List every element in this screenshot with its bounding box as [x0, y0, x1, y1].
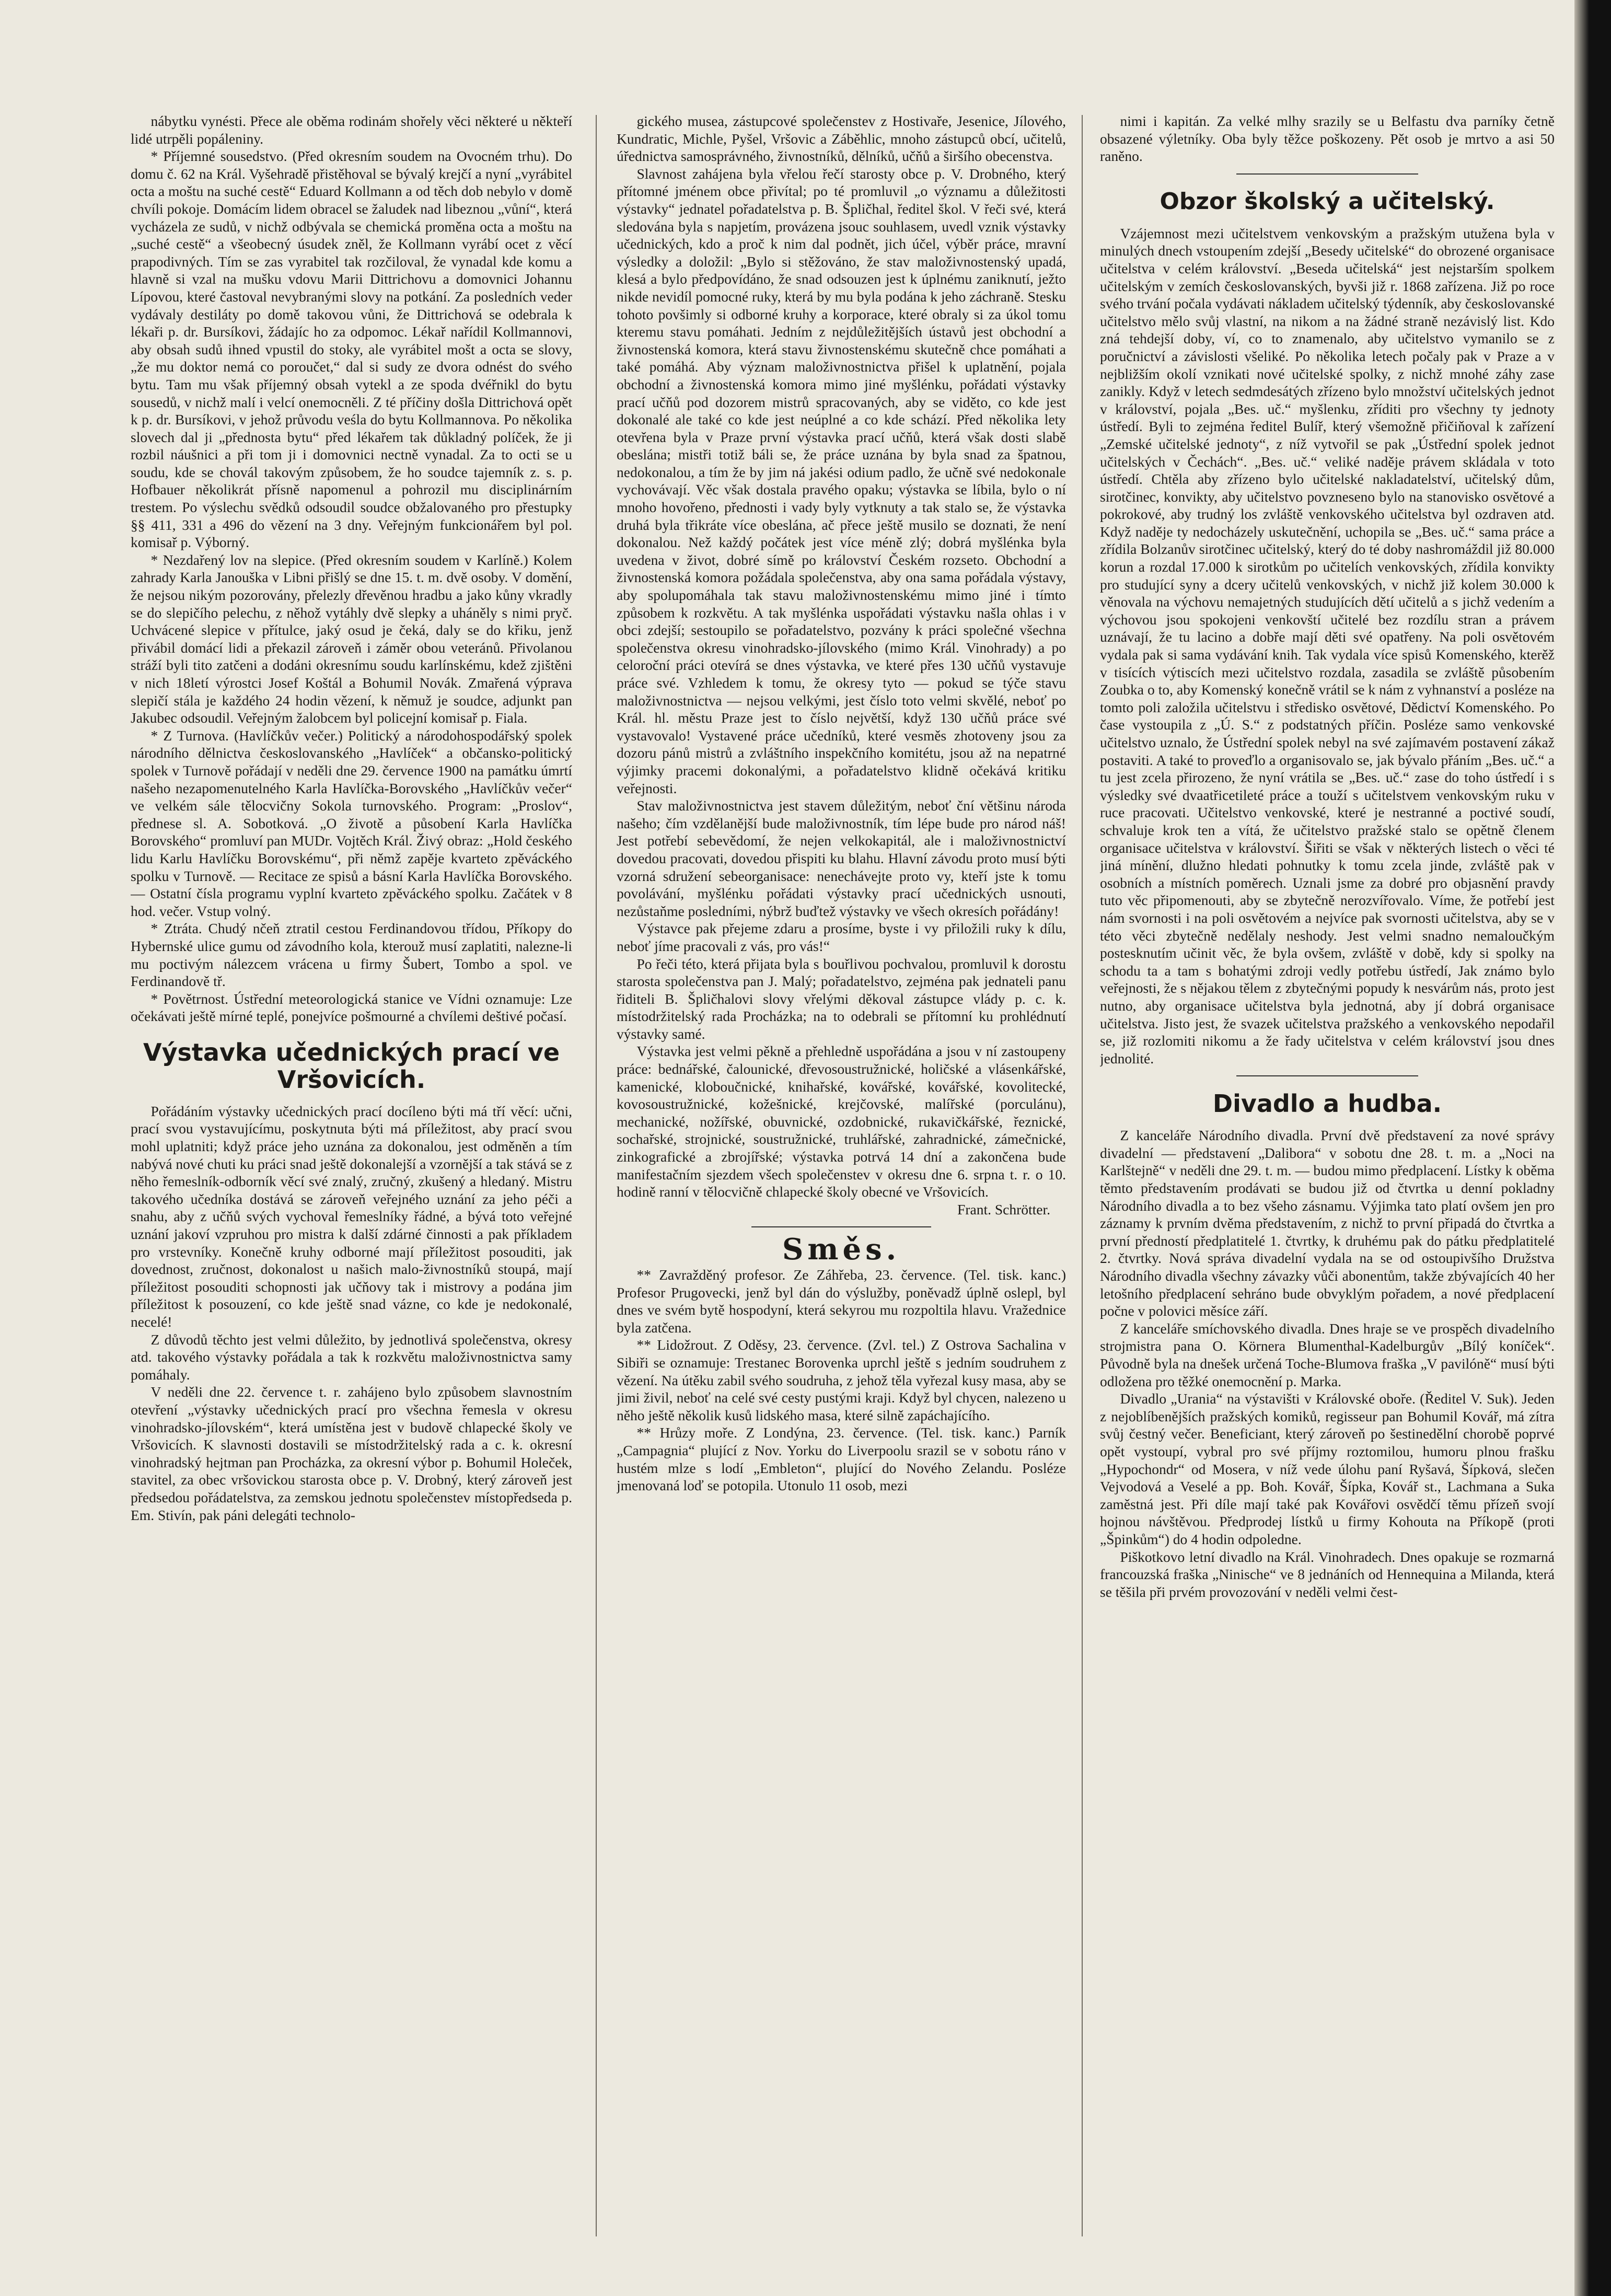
section-heading: Směs.	[782, 1232, 901, 1267]
article-paragraph: ** Lidožrout. Z Oděsy, 23. července. (Zvl. tel.) Z Ostrova Sachalina v Sibiři se oznamuje: Trestanec Borovenka uprchl ještě s jedním soudruhem z vězení. Na útěku zabil svého soudruha, z jehož těla vyřezal kusy masa, aby se jimi živil, neboť na celé své cesty pustými kraji. Když byl chycen, nalezeno u něho ještě několik kusů lidského masa, které silně zapáchajícího.	[617, 1337, 1066, 1423]
article-paragraph: Výstavka jest velmi pěkně a přehledně uspořádána a jsou v ní zastoupeny práce: bednářské, čalounické, dřevosoustružnické, holičské a vlásenkářské, kamenické, kloboučnické, knihařské, kovářské, kovářské, kovolitecké, kovosoustružnické, kožešnické, krejčovské, malířské (porculánu), mechanické, nožířské, obuvnické, ozdobnické, rukavičkářské, řeznické, sochařské, strojnické, soustružnické, truhlářské, zahradnické, zámečnické, zinkografické a zbrojířské; výstavka potrvá 14 dní a zakončena bude manifestačním sjezdem všech společenstev v okresu dne 6. srpna t. r. o 10. hodině ranní v tělocvičně chlapecké školy obecné ve Vršovicích.	[617, 1043, 1066, 1200]
article-paragraph: ** Zavražděný profesor. Ze Záhřeba, 23. července. (Tel. tisk. kanc.) Profesor Prugovecki, jenž byl dán do výslužby, poněvadž úplně oslepl, byl dnes ve svém bytě hospodyní, která sekyrou mu rozpoltila hlavu. Vražednice byla zatčena.	[617, 1267, 1066, 1336]
article-paragraph: * Ztráta. Chudý nčeň ztratil cestou Ferdinandovou třídou, Příkopy do Hybernské ulice gumu od závodního kola, kterouž musí zaplatiti, nalezne-li mu poctivým nálezcem vrácena u firmy Šubert, Tombo a spol. ve Ferdinandově tř.	[131, 920, 572, 990]
article-paragraph: * Příjemné sousedstvo. (Před okresním soudem na Ovocném trhu). Do domu č. 62 na Král. Vyšehradě přistěhoval se bývalý krejčí a nyní „vyrábitel octa a moštu na suché cestě“ Eduard Kollmann a od těch dob nebylo v domě chvíli pokoje. Domácím lidem obracel se žaludek nad libeznou „vůní“, která vycházela ze sudů, v nichž odbývala se chemická proměna octa a moštu na „suché cestě“ a všeobecný úsudek zněl, že Kollmann vyrábí ocet z věcí prapodivných. Tím se zas vyrabitel tak rozčiloval, že vynadal kde komu a hlavně si vzal na mušku vdovu Marii Dittrichovu a domovnici Johannu Lípovou, které častoval nevybranými slovy na potkání. Za posledních veder vydávaly destiláty po domě takovou vůni, že Dittrichová se odebrala k lékaři p. dr. Bursíkovi, žádajíc ho za odpomoc. Lékař nařídil Kollmannovi, aby obsah sudů ihned vpustil do stoky, ale vyrábitel mošt a octa se slovy, „že mu doktor nemá co poroučet,“ dal si sudy ze dvora odnést do svého bytu. Tam mu však příjemný obsah vytekl a ze spoda dvéřnikl do bytu sousedů, v nichž malí i velcí onemocněli. Z té příčiny došla Dittrichová opět k p. dr. Bursíkovi, v jehož průvodu veśla do bytu Kollmannova. Po několika slovech dal ji „přednosta bytu“ před lékařem tak důkladný políček, že ji rozbil náušnici a při tom ji i domovnici nectně vynadal. Za to octi se u soudu, kde se chovál takovým způsobem, že ho soudce tajemník z. s. p. Hofbauer několikrát přísně napomenul a pohrozil mu disciplinárním trestem. Po výslechu svědků odsoudil soudce obžalovaného pro přestupky §§ 411, 331 a 496 do vězení na 3 dny. Veřejným funkcionářem byl pol. komisař p. Výborný.	[131, 148, 572, 551]
column-3	[1100, 112, 1555, 2239]
article-paragraph: Vzájemnost mezi učitelstvem venkovským a pražským utužena byla v minulých dnech vstoupením zdejší „Besedy učitelské“ do obrozené organisace učitelstva v celém království. „Beseda učitelská“ jest nejstarším spolkem učitelským v zemích českoslovanských, byvši již r. 1868 zařízena. Již po roce svého trvání počala vydávati nákladem učitelský týdenník, aby českoslovanské učitelstvo mělo svůj vlastní, na nikom a na žádné straně nezávislý list. Kdo zná tehdejší doby, ví, co to znamenalo, aby učitelstvo vymanilo se z poručnictví a závislosti všeliké. Po několika letech počaly pak v Praze a v nejbližším okolí vznikati nové učitelské spolky, z nichž mnohé záhy zase zanikly. Když v letech sedmdesátých zřízeno bylo množství učitelských jednot v království, pojala „Bes. uč.“ myšlenku, zříditi pro všechny ty jednoty ústředí. Byli to zejména ředitel Bulíř, který všemožně přičiňoval k zařízení „Zemské učitelské jednoty“, z níž vytvořil se pak „Ústřední spolek jednot učitelských v Čechách“. „Bes. uč.“ veliké naděje právem skládala v toto ústředí. Chtěla aby zřízeno bylo učitelské nakladatelství, učitelský dům, sirotčinec, konvikty, aby učitelstvo povzneseno bylo na stanovisko osvětové a pokrokové, aby trudný los zvláště venkovského učitelstva byl ozdraven atd. Když naděje ty nedocházely uskutečnění, uchopila se „Bes. uč.“ sama práce a zřídila Bolzanův sirotčinec učitelský, který do té doby nashromáždil již 80.000 korun a rozdal 17.000 k sirotkům po učitelích venkovských, zřídila konvikty pro studující syny a dcery učitelů venkovských, v nichž již kolem 30.000 k věnovala na výchovu nemajetných studujících dětí učitelů a s jichž vedením a výchovou jsou spokojeni venkovští učitelé bez rozdílu stran a právem uznávají, že tu lacino a dobře mají děti své opatřeny. Na poli osvětovém vydala pak si sama vydávání knih. Tak vydala více spisů Komenského, kterěž v tisících výtiscích mezi učitelstvo rozdala, zasadila se zvláště působením Zoubka o to, aby Komenský konečně vrátil se k nám z vyhnanství a posléze na tomto poli založila učitelstvu i středisko osvětové, Dědictví Komenského. Po čase vystoupila z „Ú. S.“ z podstatných příčin. Posléze samo venkovské učitelstvo uznalo, že Ústřední spolek nebyl na své zajímavém postavení zákaž postaviti. A také to proveďlo a organisovalo se, jak bývalo přáním „Bes. uč.“ a tu jest zcela přirozeno, že nyní vrátila se „Bes. uč.“ zase do toho ústředí i s výsledky své dvaatřicetileté práce a touží s učitelstvem venkovským ruku v ruce pracovati. Učitelstvo venkovské, které je nestranné a poctivé soudí, schvaluje krok ten a vítá, že učitelstvo pražské stalo se opětně členem organisace učitelstva v království. Šiřiti se však v některých listech o věci té jiná mínění, dlužno hledati pohnutky k tomu zcela jinde, zvláště pak v osobních a místních poměrech. Uznali jsme za dobré pro objasnění pravdy tuto věc připomenouti, aby se zbytečně nerozvířovalo. Víme, že potřebí jest nám svornosti i na poli osvětovém a nejvíce pak svornosti učitelstva, aby se v této věci zbytečně nedělaly neshody. Jest velmi snadno nemaloučkým postesknutím učinit věc, že byla ovšem, zvláště v době, kdy si spolky na schodu ta a tam s bohatými zdroji vedly potřebu ústředí, Jak známo bylo veřejnosti, že s nějakou tělem z zbytečnými popudy k nesvárům nás, proto jest nutno, aby organisace učitelstva byla jednotná, aby jí dobrá organisace učitelstva. Jisto jest, že svazek učitelstva pražského a venkovského nepodařil se, již rozlomiti nikomu a že řady učitelstva v celém království jsou dnes jednolité.	[1100, 225, 1555, 1066]
column-1	[131, 112, 572, 2239]
article-paragraph: Z kanceláře Národního divadla. První dvě představení za nové správy divadelní — představení „Dalibora“ v sobotu dne 28. t. m. a „Noci na Karlštejně“ v neděli dne 29. t. m. — budou mimo předplacení. Lístky k oběma těmto představením prodávati se budou již od čtvrtka u denní pokladny Národního divadla a to bez všeho zásnamu. Výjimka tato platí ovšem jen pro záznamy k prvním dvěma představením, z nichž to první připadá do čtvrtka a první předností předplatitelé 1. čtvrtky, k druhému pak do pátku předplatitelé 2. čtvrtky. Nová správa divadelní vydala na se od ostoupivšího Družstva Národního divadla všechny závazky vůči abonentům, takže zbývajících 40 her letošního předplacení sehráno bude obvyklým pořadem, a nové předplacení počne v polovici měsíce září.	[1100, 1127, 1555, 1319]
section-rule	[1236, 173, 1418, 175]
article-paragraph: Z kanceláře smíchovského divadla. Dnes hraje se ve prospěch divadelního strojmistra pana O. Körnera Blumenthal-Kadelburgův „Bílý koníček“. Původně byla na dnešek určená Toche-Blumova fraška „V pavilóně“ musí býti odložena pro těžké onemocnění p. Marka.	[1100, 1320, 1555, 1389]
article-paragraph: * Z Turnova. (Havlíčkův večer.) Politický a národohospodářský spolek národního dělnictva českoslovanského „Havlíček“ a občansko-politický spolek v Turnově pořádají v neděli dne 29. července 1900 na památku úmrtí našeho nezapomenutelného Karla Havlíčka-Borovského „Havlíčkův večer“ ve velkém sále tělocvičny Sokola turnovského. Program: „Proslov“, přednese sl. A. Sobotková. „O životě a působení Karla Havlíčka Borovského“ promluví pan MUDr. Vojtěch Král. Živý obraz: „Hold českého lidu Karlu Havlíčku Borovskému“, při němž zapěje kvarteto zpěváckého spolku v Turnově. — Recitace ze spisů a básní Karla Havlíčka Borovského. — Ostatní čísla programu vyplní kvarteto zpěváckého spolku. Začátek v 8 hod. večer. Vstup volný.	[131, 727, 572, 919]
article-paragraph: Stav maloživnostnictva jest stavem důležitým, neboť ční většinu národa našeho; čím vzdělanější bude maloživnostník, tím lépe bude pro národ náš! Jest potřebí sebevědomí, že nejen velkokapitál, ale i maloživnostnictví dovedou pracovati, dovedou přispiti ku blahu. Hlavní závodu proto musí býti vzorná sdružení sebeorganisace: nenechávejte proto vy, kteří jste k tomu povolávání, myšlénku pořádati výstavky prací učednických usnouti, nezůstaňme posledními, nýbrž buďtež výstavky ve všech okresích pořádány!	[617, 797, 1066, 919]
section-rule	[751, 1226, 931, 1227]
article-paragraph: nimi i kapitán. Za velké mlhy srazily se u Belfastu dva parníky četně obsazené výletníky. Oba byly těžce poškozeny. Pět osob je mrtvo a asi 50 raněno.	[1100, 113, 1555, 165]
article-paragraph: Výstavce pak přejeme zdaru a prosíme, byste i vy přiložili ruky k dílu, neboť jíme pracovali z vás, pro vás!“	[617, 920, 1066, 954]
section-heading: Divadlo a hudba.	[1212, 1089, 1442, 1118]
article-paragraph: Pořádáním výstavky učednických prací docíleno býti má tří věcí: učni, prací svou vystavujícímu, poskytnuta býti má příležitost, aby prací svou mohl uplatniti; když práce jeho uznána za dokonalou, jest odměněn a tím nabývá nové chuti ku práci snad ještě dokonalejší a vzornější a tak stává se z něho řemeslník-odborník věcí své znalý, zručný, zkušený a hledaný. Mistru takového učedníka dostává se zároveň veřejného uznání za jeho péči a snahu, aby z učňů svých vychoval řemeslníky řádné, a bývá toto veřejné uznání jakoví vzpruhou pro mistra k další zdárné činnosti a pak příkladem pro vrstevníky. Konečně kruhy odborné mají příležitost posouditi, jak dovednost, zručnost, dokonalost u našich malo-živnostníků stoupá, mají příležitost posouditi schopnosti jak učňovy tak i mistrovy a podána jim příležitost k posouzení, co kde ještě snad vázne, co kde je nedokonalé, necelé!	[131, 1103, 572, 1330]
article-paragraph: Slavnost zahájena byla vřelou řečí starosty obce p. V. Drobného, který přítomné jménem obce přivítal; po té promluvil „o významu a důležitosti výstavky“ jednatel pořadatelstva p. B. Špličhal, ředitel škol. V řeči své, která sledována byla s napjetím, provázena jsouc souhlasem, uvedl vznik výstavky učednických, kdo a proč k nim dal podnět, jich účel, výběr práce, mravní výsledky a doložil: „Bylo si stěžováno, že stav maloživnostenský upadá, klesá a bylo předpovídáno, že snad odsouzen jest k úplnému zaniknutí, ježto nikde nevidíl pomocné ruky, která by mu byla podána k jeho záchraně. Stesku tohoto povšimly si odborné kruhy a korporace, které obraly si za úkol tomu kteremu stavu pomáhati. Jedním z nejdůležitějších ústavů jest obchodní a živnostenská komora, která stavu živnostenskému skutečně chce pomáhati a také pomáhá. Aby význam maloživnostnictva přišel k uplatnění, pojala obchodní a živnostenská komora mimo jiné myšlénku, pořádati výstavky prací učňů pod dozorem mistrů spracovaných, aby se viděto, co kde jest dokonalé ale také co kde jest neúplné a co kde schází. Před několika lety otevřena byla v Praze první výstavka prací učňů, která však dosti slabě obeslána; mistři totiž báli se, že práce uznána by byla snad za špatnou, nedokonalou, a tím že by jim ná jakési odium padlo, že učně své nedokonale vychovávají. Věc však dostala pravého opaku; výstavka se líbila, bylo o ní mnoho hovořeno, přednosti i vady byly vytknuty a tak stalo se, že výstavka druhá byla třikráte více obeslána, ač přece ještě musilo se doznati, že není dokonalou. Než každý počátek jest více méně zlý; dobrá myšlénka byla uvedena v život, dobré símě po království Českém rozseto. Obchodní a živnostenská komora požádala společenstva, aby ona sama pořádala výstavy, aby spolupomáhala tak stavu maloživnostenskému mimo jiné i tímto způsobem k rozkvětu. A tak myšlénka uspořádati výstavku našla ohlas i v obci zdejší; sestoupilo se pořadatelstvo, pozvány k práci společné všechna společenstva okresu vinohradsko-jílovského (mimo Král. Vinohrady) a po celoroční práci otevírá se dnes výstavka, ve které přes 130 učňů vystavuje práce své. Vzhledem k tomu, že okresy tyto — pokud se týče stavu maloživnostnictva — nejsou velkými, jest číslo toto velmi skvělé, neboť po Král. hl. městu Praze jest to číslo největší, když 130 učňů práce své vystavovalo! Vystavené práce učedníků, které vesměs zhotoveny jsou za dozoru pánů mistrů a zvláštního inspekčního komitétu, jsou až na nepatrné výjimky pracemi dokonalými, a pořadatelstvo klidně očekává kritiku veřejnosti.	[617, 165, 1066, 796]
article-paragraph: nábytku vynésti. Přece ale oběma rodinám shořely věci některé u někteří lidé utrpěli popáleniny.	[131, 113, 572, 147]
column-2	[617, 112, 1066, 2239]
section-rule	[1236, 1075, 1418, 1076]
column-divider	[1082, 115, 1083, 2236]
article-paragraph: Z důvodů těchto jest velmi důležito, by jednotlivá společenstva, okresy atd. takového výstavky pořádala a tak k rozkvětu maloživnostnictva samy pomáhaly.	[131, 1331, 572, 1383]
article-paragraph: gického musea, zástupcové společenstev z Hostivaře, Jesenice, Jílového, Kundratic, Michle, Pyšel, Vršovic a Záběhlic, mnoho zástupců obcí, učitelů, úřednictva samosprávného, živnostníků, dělníků, učňů a širšího obecenstva.	[617, 113, 1066, 165]
article-heading: Výstavka učednických prací ve Vršovicích.	[143, 1038, 560, 1094]
article-paragraph: V neděli dne 22. července t. r. zahájeno bylo způsobem slavnostním otevření „výstavky učednických prací pro všechna řemesla v okresu vinohradsko-jílovském“, která umístěna jest v budově chlapecké školy ve Vršovicích. K slavnosti dostavili se místodržitelský rada a c. k. okresní vinohradský hejtman pan Procházka, za okresní výbor p. Bohumil Holeček, stavitel, za obec vršovickou starosta obce p. V. Drobný, který zároveň jest předsedou pořádatelstva, za zemskou jednotu společenstev místopředseda p. Em. Stivín, pak páni delegáti technolo-	[131, 1384, 572, 1523]
article-paragraph: * Nezdařený lov na slepice. (Před okresním soudem v Karlíně.) Kolem zahrady Karla Janouška v Libni přišlý se dne 15. t. m. dvě osoby. V domění, že nejsou nikým pozorovány, přelezly dřevěnou hradbu a jako kůny vkradly se do slepičího pelechu, z něhož vytáhly dvě slepky a uháněly s nimi pryč. Uchvácené slepice v přítulce, jaký osud je čeká, daly se do křiku, jenž přivábil domácí lidi a překazil zároveň i záměr obou veteránů. Přivolanou stráží byli tito zatčeni a dodáni okresnímu soudu karlínskému, kdež zjištěni v nich 18letí výrostci Josef Koštál a Bohumil Novák. Zmařená výprava slepičí stála je každého 24 hodin vězení, k němuž je soudce, adjunkt pan Jakubec odsoudil. Veřejným žalobcem byl policejní komisař p. Fiala.	[131, 551, 572, 726]
section-heading: Obzor školský a učitelský.	[1160, 188, 1495, 215]
article-paragraph: Divadlo „Urania“ na výstavišti v Královské oboře. (Ředitel V. Suk). Jeden z nejoblíbenějších pražských komiků, regisseur pan Bohumil Kovář, má zítra svůj čestný večer. Beneficiant, který zároveň po šestinedělní chorobě poprvé opět vystoupí, vybral pro své příjmy roztomilou, humoru plnou frašku „Hypochondr“ od Mosera, v níž vede úlohu paní Ryšavá, Šípková, slečen Vejvodová a Veselé a pp. Boh. Kovář, Šípka, Kovář st., Lachmana a Suka zaměstná jest. Při díle mají také pak Kovářovi osvědčí těmu přízeň svojí hojnou návštěvou. Předprodej lístků u firmy Kohouta na Příkopě (proti „Špinkům“) do 4 hodin odpoledne.	[1100, 1390, 1555, 1547]
article-paragraph: * Povětrnost. Ústřední meteorologická stanice ve Vídni oznamuje: Lze očekávati ještě mírné teplé, ponejvíce pošmourné a chvílemi deštivé počasí.	[131, 990, 572, 1025]
article-paragraph: Piškotkovo letní divadlo na Král. Vinohradech. Dnes opakuje se rozmarná francouzská fraška „Ninische“ ve 8 jednáních od Hennequina a Milanda, která se těšila při prvém provozování v neděli velmi čest-	[1100, 1548, 1555, 1600]
article-signature: Frant. Schrötter.	[957, 1201, 1050, 1217]
article-paragraph: Po řeči této, která přijata byla s bouřlivou pochvalou, promluvil k dorostu starosta společenstva pan J. Malý; pořadatelstvo, zejména pak jednateli panu řiditeli B. Špličhalovi slovy vřelými děkoval zástupce vlády p. c. k. místodržitelský rada Procházka; na to odebrali se přítomní ku prohlédnutí výstavky samé.	[617, 955, 1066, 1042]
scan-edge	[1574, 0, 1611, 2296]
column-divider	[596, 115, 597, 2236]
article-paragraph: ** Hrůzy moře. Z Londýna, 23. července. (Tel. tisk. kanc.) Parník „Campagnia“ plující z Nov. Yorku do Liverpoolu srazil se v sobotu ráno v hustém mlze s lodí „Embleton“, plující do Nového Zelandu. Posléze jmenovaná loď se potopila. Utonulo 11 osob, mezi	[617, 1424, 1066, 1494]
